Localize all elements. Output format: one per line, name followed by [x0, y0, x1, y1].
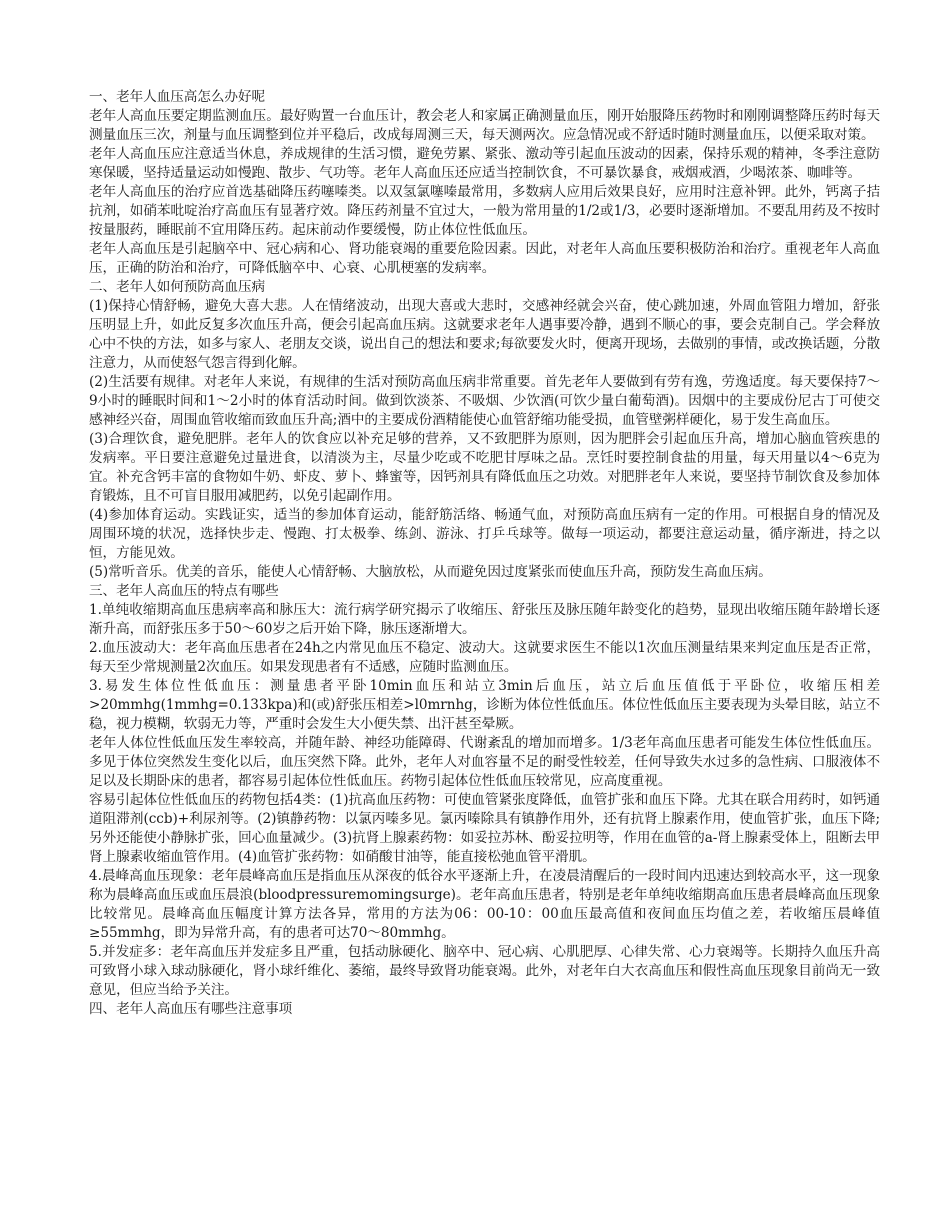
list-item-paragraph: (3)合理饮食，避免肥胖。老年人的饮食应以补充足够的营养，又不致肥胖为原则，因为肥胖会引起血压升高，增加心脑血管疾患的发病率。平日要注意避免过量进食，以清淡为主，尽量少吃或不吃肥甘厚味之品。烹饪时要控制食盐的用量，每天用量以4～6克为宜。补充含钙丰富的食物如牛奶、虾皮、萝卜、蜂蜜等，因钙剂具有降低血压之功效。对肥胖老年人来说，要坚持节制饮食及参加体育锻炼，且不可盲目服用减肥药，以免引起副作用。	[89, 431, 880, 504]
list-item-paragraph: 3.易发生体位性低血压：测量患者平卧10min血压和站立3min后血压，站立后血压值低于平卧位，收缩压相差>20mmhg(1mmhg=0.133kpa)和(或)舒张压相差>l0mrnhg，诊断为体位性低血压。体位性低血压主要表现为头晕目眩，站立不稳，视力模糊，软弱无力等，严重时会发生大小便失禁、出汗甚至晕厥。	[89, 678, 880, 732]
section-heading-4: 四、老年人高血压有哪些注意事项	[89, 1001, 293, 1017]
section-heading-1: 一、老年人血压高怎么办好呢	[89, 89, 266, 105]
paragraph: 老年人高血压应注意适当休息，养成规律的生活习惯，避免劳累、紧张、激动等引起血压波动的因素，保持乐观的精神，冬季注意防寒保暖，坚持适量运动如慢跑、散步、气功等。老年人高血压还应适当控制饮食，不可暴饮暴食，戒烟戒酒，少喝浓茶、咖啡等。	[89, 146, 880, 181]
paragraph: 容易引起体位性低血压的药物包括4类：(1)抗高血压药物：可使血管紧张度降低，血管扩张和血压下降。尤其在联合用药时，如钙通道阻滞剂(ccb)+利尿剂等。(2)镇静药物：以氯丙嗪多见。氯丙嗪除具有镇静作用外，还有抗肾上腺素作用，使血管扩张，血压下降;另外还能使小静脉扩张，回心血量减少。(3)抗肾上腺素药物：如妥拉苏林、酚妥拉明等，作用在血管的a-肾上腺素受体上，阻断去甲肾上腺素收缩血管作用。(4)血管扩张药物：如硝酸甘油等，能直接松弛血管平滑肌。	[89, 792, 880, 865]
paragraph: 老年人体位性低血压发生率较高，并随年龄、神经功能障碍、代谢紊乱的增加而增多。1/3老年高血压患者可能发生体位性低血压。多见于体位突然发生变化以后，血压突然下降。此外，老年人对血容量不足的耐受性较差，任何导致失水过多的急性病、口服液体不足以及长期卧床的患者，都容易引起体位性低血压。药物引起体位性低血压较常见，应高度重视。	[89, 735, 880, 789]
paragraph: 老年人高血压是引起脑卒中、冠心病和心、肾功能衰竭的重要危险因素。因此，对老年人高血压要积极防治和治疗。重视老年人高血压，正确的防治和治疗，可降低脑卒中、心衰、心肌梗塞的发病率。	[89, 241, 880, 276]
list-item-paragraph: (4)参加体育运动。实践证实，适当的参加体育运动，能舒筋活络、畅通气血，对预防高血压病有一定的作用。可根据自身的情况及周围环境的状况，选择快步走、慢跑、打太极拳、练剑、游泳、打乒乓球等。做每一项运动，都要注意运动量，循序渐进，持之以恒，方能见效。	[89, 507, 880, 561]
paragraph: 老年人高血压要定期监测血压。最好购置一台血压计，教会老人和家属正确测量血压，刚开始服降压药物时和刚刚调整降压药时每天测量血压三次，剂量与血压调整到位并平稳后，改成每周测三天，每天测两次。应急情况或不舒适时随时测量血压，以便采取对策。	[89, 108, 880, 143]
section-heading-2: 二、老年人如何预防高血压病	[89, 279, 266, 295]
list-item-paragraph: 1.单纯收缩期高血压患病率高和脉压大：流行病学研究揭示了收缩压、舒张压及脉压随年龄变化的趋势，显现出收缩压随年龄增长逐渐升高，而舒张压多于50～60岁之后开始下降，脉压逐渐增大。	[89, 602, 880, 637]
list-item-paragraph: 4.晨峰高血压现象：老年晨峰高血压是指血压从深夜的低谷水平逐渐上升，在凌晨清醒后的一段时间内迅速达到较高水平，这一现象称为晨峰高血压或血压晨浪(bloodpressuremomingsurge)。老年高血压患者，特别是老年单纯收缩期高血压患者晨峰高血压现象比较常见。晨峰高血压幅度计算方法各异，常用的方法为06：00-10：00血压最高值和夜间血压均值之差，若收缩压晨峰值≥55mmhg，即为异常升高，有的患者可达70～80mmhg。	[89, 868, 880, 941]
list-item-paragraph: 2.血压波动大：老年高血压患者在24h之内常见血压不稳定、波动大。这就要求医生不能以1次血压测量结果来判定血压是否正常，每天至少常规测量2次血压。如果发现患者有不适感，应随时监测血压。	[89, 640, 880, 675]
paragraph: 老年人高血压的治疗应首选基础降压药噻嗪类。以双氢氯噻嗪最常用，多数病人应用后效果良好，应用时注意补钾。此外，钙离子拮抗剂，如硝苯吡啶治疗高血压有显著疗效。降压药剂量不宜过大，一般为常用量的1/2或1/3，必要时逐渐增加。不要乱用药及不按时按量服药，睡眠前不宜用降压药。起床前动作要缓慢，防止体位性低血压。	[89, 184, 880, 238]
section-heading-3: 三、老年人高血压的特点有哪些	[89, 583, 279, 599]
list-item-paragraph: (5)常听音乐。优美的音乐，能使人心情舒畅、大脑放松，从而避免因过度紧张而使血压升高，预防发生高血压病。	[89, 564, 772, 580]
list-item-paragraph: (2)生活要有规律。对老年人来说，有规律的生活对预防高血压病非常重要。首先老年人要做到有劳有逸，劳逸适度。每天要保持7～9小时的睡眠时间和1～2小时的体育活动时间。做到饮淡茶、不吸烟、少饮酒(可饮少量白葡萄酒)。因烟中的主要成份尼古丁可使交感神经兴奋，周围血管收缩而致血压升高;酒中的主要成份酒精能使心血管舒缩功能受损，血管壁粥样硬化，易于发生高血压。	[89, 374, 880, 428]
list-item-paragraph: (1)保持心情舒畅，避免大喜大悲。人在情绪波动，出现大喜或大悲时，交感神经就会兴奋，使心跳加速，外周血管阻力增加，舒张压明显上升，如此反复多次血压升高，便会引起高血压病。这就要求老年人遇事要冷静，遇到不顺心的事，要会克制自己。学会释放心中不快的方法，如多与家人、老朋友交谈，说出自己的想法和要求;每欲要发火时，便离开现场，去做别的事情，或改换话题，分散注意力，从而使怒气怨言得到化解。	[89, 298, 880, 371]
list-item-paragraph: 5.并发症多：老年高血压并发症多且严重，包括动脉硬化、脑卒中、冠心病、心肌肥厚、心律失常、心力衰竭等。长期持久血压升高可致肾小球入球动脉硬化，肾小球纤维化、萎缩，最终导致肾功能衰竭。此外，对老年白大衣高血压和假性高血压现象目前尚无一致意见，但应当给予关注。	[89, 944, 880, 998]
